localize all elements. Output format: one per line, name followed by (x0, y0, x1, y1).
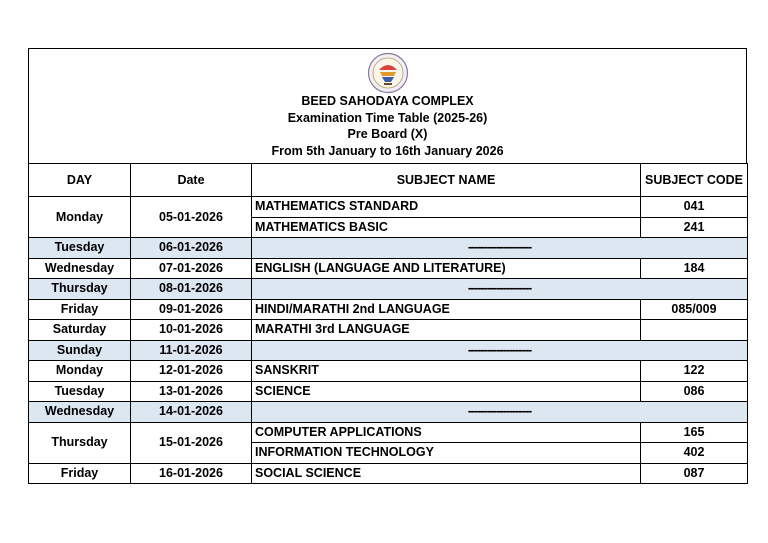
date-cell: 15-01-2026 (131, 422, 252, 463)
table-row (29, 238, 748, 259)
timetable-body (29, 197, 748, 484)
subject-code-cell: 165 (641, 422, 748, 443)
day-cell: Sunday (29, 340, 131, 361)
column-header-day: DAY (29, 164, 131, 197)
table-row (29, 463, 748, 484)
subject-name-cell: INFORMATION TECHNOLOGY (252, 443, 641, 464)
table-header-row (29, 164, 748, 197)
table-row (29, 340, 748, 361)
table-row (29, 258, 748, 279)
day-cell: Friday (29, 299, 131, 320)
table-row (29, 299, 748, 320)
day-cell: Monday (29, 361, 131, 382)
date-cell: 11-01-2026 (131, 340, 252, 361)
date-cell: 07-01-2026 (131, 258, 252, 279)
subject-name-cell: SANSKRIT (252, 361, 641, 382)
date-cell: 14-01-2026 (131, 402, 252, 423)
date-cell: 12-01-2026 (131, 361, 252, 382)
column-header-subject: SUBJECT NAME (252, 164, 641, 197)
day-cell: Thursday (29, 422, 131, 463)
subject-code-cell: 087 (641, 463, 748, 484)
table-row (29, 197, 748, 218)
day-cell: Wednesday (29, 402, 131, 423)
subject-code-cell: 184 (641, 258, 748, 279)
org-name: BEED SAHODAYA COMPLEX (301, 94, 474, 108)
subject-code-cell: 122 (641, 361, 748, 382)
day-cell: Wednesday (29, 258, 131, 279)
table-row (29, 381, 748, 402)
exam-date-range: From 5th January to 16th January 2026 (271, 143, 504, 158)
date-cell: 06-01-2026 (131, 238, 252, 259)
exam-subtitle: Pre Board (X) (347, 127, 428, 141)
subject-code-cell (641, 320, 748, 341)
date-cell: 05-01-2026 (131, 197, 252, 238)
subject-name-cell: SCIENCE (252, 381, 641, 402)
no-exam-cell: -------------------- (252, 279, 748, 300)
timetable-sheet (28, 48, 747, 484)
subject-name-cell: SOCIAL SCIENCE (252, 463, 641, 484)
day-cell: Friday (29, 463, 131, 484)
no-exam-cell: -------------------- (252, 340, 748, 361)
date-cell: 13-01-2026 (131, 381, 252, 402)
header-text (29, 93, 746, 159)
table-row (29, 320, 748, 341)
timetable-header (28, 48, 747, 163)
no-exam-cell: -------------------- (252, 402, 748, 423)
date-cell: 09-01-2026 (131, 299, 252, 320)
subject-code-cell: 086 (641, 381, 748, 402)
no-exam-cell: -------------------- (252, 238, 748, 259)
column-header-code: SUBJECT CODE (641, 164, 748, 197)
timetable-table (28, 163, 748, 484)
subject-code-cell: 085/009 (641, 299, 748, 320)
date-cell: 10-01-2026 (131, 320, 252, 341)
day-cell: Tuesday (29, 238, 131, 259)
table-row (29, 361, 748, 382)
column-header-date: Date (131, 164, 252, 197)
subject-name-cell: ENGLISH (LANGUAGE AND LITERATURE) (252, 258, 641, 279)
day-cell: Tuesday (29, 381, 131, 402)
exam-title: Examination Time Table (2025-26) (287, 110, 488, 125)
table-row (29, 402, 748, 423)
subject-name-cell: COMPUTER APPLICATIONS (252, 422, 641, 443)
subject-code-cell: 402 (641, 443, 748, 464)
subject-name-cell: MATHEMATICS STANDARD (252, 197, 641, 218)
school-emblem-icon (367, 52, 409, 94)
subject-code-cell: 041 (641, 197, 748, 218)
day-cell: Saturday (29, 320, 131, 341)
day-cell: Thursday (29, 279, 131, 300)
subject-name-cell: MARATHI 3rd LANGUAGE (252, 320, 641, 341)
table-row (29, 422, 748, 443)
date-cell: 16-01-2026 (131, 463, 252, 484)
date-cell: 08-01-2026 (131, 279, 252, 300)
subject-name-cell: HINDI/MARATHI 2nd LANGUAGE (252, 299, 641, 320)
subject-name-cell: MATHEMATICS BASIC (252, 217, 641, 238)
table-row (29, 279, 748, 300)
day-cell: Monday (29, 197, 131, 238)
subject-code-cell: 241 (641, 217, 748, 238)
